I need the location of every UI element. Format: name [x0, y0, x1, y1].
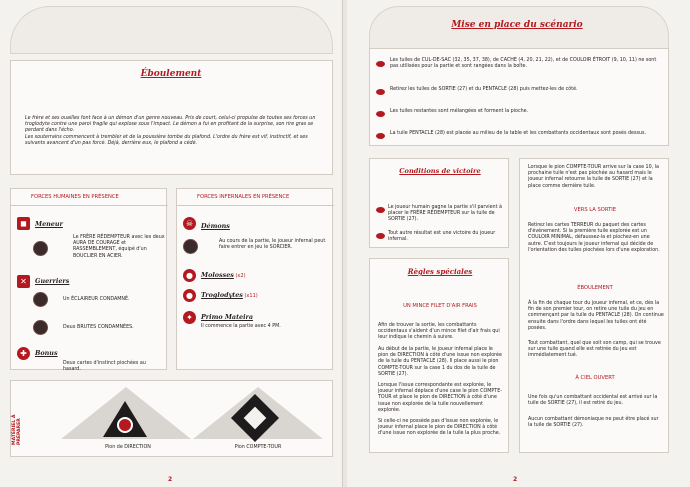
friar-avatar — [33, 241, 48, 256]
human-forces-box — [10, 188, 167, 373]
collapse-p2: Tout combattant, quel que soit son camp, qui se trouve sur une tuile quand elle est retirée du jeu est immédiatement tué. — [528, 341, 661, 359]
exit-paragraph: Retirez les cartes TERREUR du paquet des cartes d'événement. Si la première tuile explorée est un COULOIR MINIMAL, défaussez-la et piochez-en une autre. C'est toujours le joueur infernal qui décide de l'orientation des tuiles piochées lors d'une exploration. — [528, 223, 660, 253]
brutes-text: Deux BRUTES CONDAMNÉES. — [63, 325, 134, 330]
direction-pawn-label: Pion de DIRECTION — [105, 445, 151, 450]
warriors-icon: ✕ — [17, 275, 30, 288]
leader-text: Le FRÈRE RÉDEMPTEUR avec les deux AURA DE COURAGE et RASSEMBLEMENT, équipé d'un BOUCLIER EN ACIER. — [73, 235, 165, 259]
setup-box — [369, 48, 669, 146]
divider — [177, 205, 334, 206]
counter-paragraph: Lorsque le pion COMPTE-TOUR arrive sur la case 10, la prochaine tuile n'est pas piochée au hasard mais le joueur infernal retourne la tuile de SORTIE (27) et la place comme dernière tuile. — [528, 165, 659, 189]
bullet-icon — [376, 61, 385, 67]
bullet-icon — [376, 233, 385, 239]
molosse-icon: ● — [183, 269, 196, 282]
open-sky-title: À CIEL OUVERT — [575, 375, 615, 381]
troglodytes-count: (x11) — [244, 293, 258, 299]
bonus-label: Bonus — [35, 349, 58, 357]
scout-avatar — [33, 292, 48, 307]
warriors-label: Guerriers — [35, 277, 70, 285]
page-number: 2 — [513, 476, 518, 483]
victory-title: Conditions de victoire — [399, 167, 481, 175]
intro-paragraph-2: Les souterrains commencent à trembler et de la poussière tombe du plafond. L'ordre du frère est vif, instinctif, et ses suivants avancent d'un pas forcé. Déjà, derrière eux, le plafond a cédé. — [25, 135, 308, 147]
molosses-label: Molosses — [201, 271, 234, 279]
thin-net-title: UN MINCE FILET D'AIR FRAIS — [403, 303, 477, 309]
victory-item-1: Le joueur humain gagne la partie s'il parvient à placer le FRÈRE RÉDEMPTEUR sur la tuile de SORTIE (27). — [388, 205, 502, 223]
intro-box — [10, 60, 333, 175]
intro-paragraph-1: Le frère et ses ouailles font face à un démon d'un genre nouveau. Pris de court, celui-ci propulse de toutes ses forces un troglodyte contre une paroi fragile qui explose sous l'impact. Le démon a fui en profitant de la surprise, son rire gras se perdant dans l'écho. — [25, 116, 316, 134]
open-sky-p2: Aucun combattant démoniaque ne peut être placé sur la tuile de SORTIE (27). — [528, 417, 659, 429]
primo-label: Primo Mateira — [201, 313, 254, 321]
bonus-text: Deux cartes d'instinct piochées au hasard. — [63, 361, 146, 373]
setup-item-3: Les tuiles restantes sont mélangées et forment la pioche. — [390, 109, 529, 114]
special-rules-box — [369, 258, 509, 453]
divider — [11, 205, 168, 206]
thin-net-p4: Si celle-ci ne possède pas d'issue non explorée, le joueur infernal place le pion de DIRECTION à côté d'une issue non explorée de la tuile la plus proche. — [378, 419, 501, 437]
setup-item-4: La tuile PENTACLE (28) est placée au milieu de la table et les combattants occidentaux sont posés dessus. — [390, 131, 647, 136]
primo-mateira-icon: ✦ — [183, 311, 196, 324]
thin-net-p3: Lorsque l'issue correspondante est explorée, le joueur infernal déplace d'une case le pion COMPTE-TOUR et place le pion de DIRECTION à côté d'une issue non explorée de la tuile nouvellement explorée. — [378, 383, 502, 413]
direction-pawn-center — [117, 417, 133, 433]
demon-icon: ☠ — [183, 217, 196, 230]
collapse-p1: À la fin de chaque tour du joueur infernal, et ce, dès la fin de son premier tour, on retire une tuile du jeu en commençant par la tuile du PENTACLE (28). On continue ensuite dans l'ordre dans lequel les tuiles ont été posées. — [528, 301, 664, 331]
setup-item-1: Les tuiles de CUL-DE-SAC (32, 35, 37, 38), de CACHE (4, 20, 21, 22), et de COULOIR ÉTROIT (9, 10, 11) ne sont pas utilisées pour la partie et sont rangées dans la boîte. — [390, 58, 657, 70]
demons-label: Démons — [201, 222, 230, 230]
page-title: Éboulement — [140, 69, 202, 79]
troglodytes-row — [201, 291, 258, 299]
counter-pawn-label: Pion COMPTE-TOUR — [234, 445, 282, 450]
human-forces-header: FORCES HUMAINES EN PRÉSENCE — [31, 194, 119, 200]
troglodytes-label: Troglodytes — [201, 291, 243, 299]
rules-column — [519, 158, 669, 453]
victory-item-2: Tout autre résultat est une victoire du joueur infernal. — [388, 231, 496, 243]
thin-net-p1: Afin de trouver la sortie, les combattants occidentaux s'aident d'un mince filet d'air frais qui leur indique le chemin à suivre. — [378, 323, 500, 341]
infernal-forces-header: FORCES INFERNALES EN PRÉSENCE — [197, 194, 290, 200]
molosses-count: (x2) — [235, 273, 246, 279]
brutes-avatar — [33, 320, 48, 335]
left-page — [0, 0, 343, 487]
sorcerer-avatar — [183, 239, 198, 254]
warriors-text: Un ÉCLAIREUR CONDAMNÉ. — [63, 297, 130, 302]
troglodyte-icon: ● — [183, 289, 196, 302]
right-page — [347, 0, 690, 487]
setup-title: Mise en place du scénario — [451, 20, 583, 30]
open-sky-p1: Une fois qu'un combattant occidental est arrivé sur la tuile de SORTIE (27), il est retiré du jeu. — [528, 395, 658, 407]
exit-title: VERS LA SORTIE — [573, 207, 617, 213]
bullet-icon — [376, 133, 385, 139]
demons-text: Au cours de la partie, le joueur infernal peut faire entrer en jeu le SORCIER. — [219, 239, 326, 251]
leader-icon: ◼ — [17, 217, 30, 230]
collapse-title: ÉBOULEMENT — [577, 285, 613, 291]
bullet-icon — [376, 111, 385, 117]
special-rules-title: Règles spéciales — [407, 267, 473, 276]
material-side-label: MATÉRIEL À PRÉPARER — [12, 414, 22, 445]
gothic-arch-ornament — [10, 6, 333, 54]
primo-text: Il commence la partie avec 4 PM. — [201, 324, 281, 329]
bonus-icon: ✚ — [17, 347, 30, 360]
infernal-forces-box — [176, 188, 333, 370]
bullet-icon — [376, 207, 385, 213]
page-number: 2 — [168, 476, 173, 483]
victory-box — [369, 158, 509, 248]
material-box — [10, 380, 333, 457]
leader-label: Meneur — [35, 220, 63, 228]
setup-item-2: Retirez les tuiles de SORTIE (27) et du PENTACLE (28) puis mettez-les de côté. — [390, 87, 578, 92]
bullet-icon — [376, 89, 385, 95]
thin-net-p2: Au début de la partie, le joueur infernal place le pion de DIRECTION à côté d'une issue non explorée de la tuile du PENTACLE (28). Il place aussi le pion COMPTE-TOUR sur la case 1 du dos de la tuile de SORTIE (27). — [378, 347, 502, 377]
molosses-row — [201, 271, 246, 279]
